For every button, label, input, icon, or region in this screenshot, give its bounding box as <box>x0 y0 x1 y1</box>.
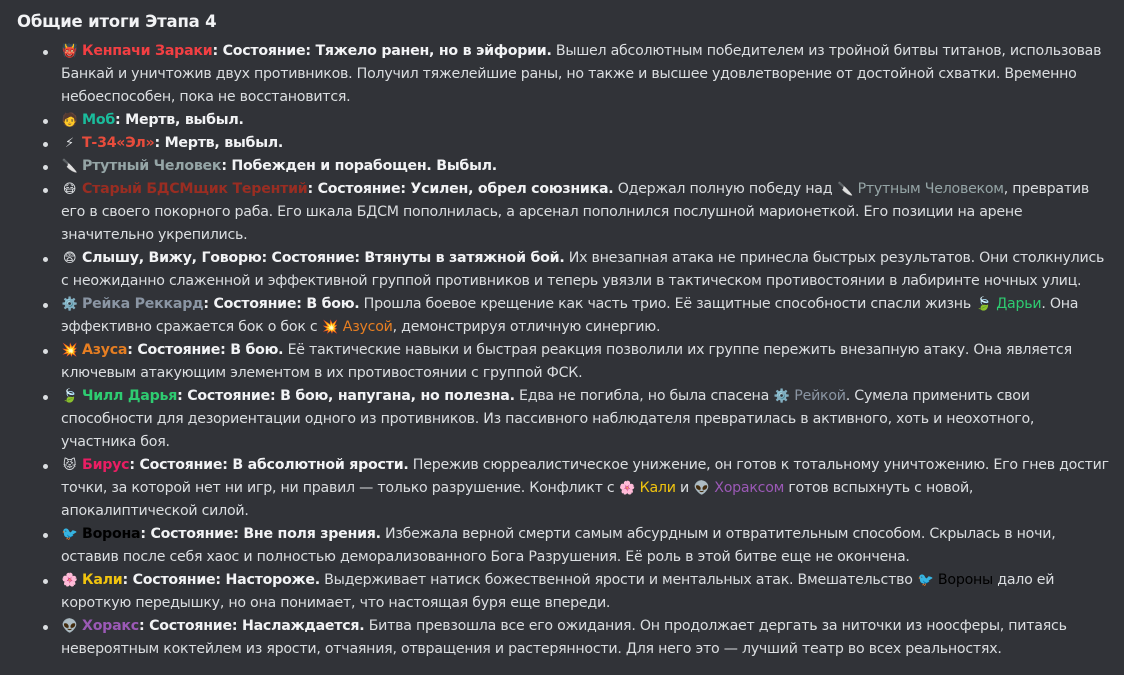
ogre-icon: 👹 <box>61 44 78 59</box>
mention-darya[interactable]: Дарьи <box>996 296 1042 312</box>
knife-icon: 🔪 <box>837 182 854 197</box>
character-name: Чилл Дарья <box>82 388 178 404</box>
bird-icon: 🐦 <box>917 573 934 588</box>
character-description: Их внезапная атака не принесла быстрых результатов. Они столкнулись с неожиданно слаженной и эффективной группой противников и теперь увязли в тактическом противостоянии в лабиринте ночных улиц. <box>61 250 1105 289</box>
list-item-t34 <box>61 132 1110 155</box>
character-description: Одержал полную победу над <box>613 181 837 197</box>
character-status: : Мертв, выбыл. <box>115 112 244 128</box>
character-name: Кали <box>82 572 123 588</box>
knife-icon: 🔪 <box>61 159 78 174</box>
mention-vorona[interactable]: Вороны <box>937 572 993 588</box>
list-item-birus <box>61 454 1110 523</box>
list-item-azusa <box>61 339 1110 385</box>
character-description-cont: дало ей короткую передышку, но она понимает, что настоящая буря еще впереди. <box>61 572 1055 611</box>
character-status: : Состояние: Наслаждается. <box>138 618 365 634</box>
character-name: Старый БДСМщик Терентий <box>82 181 308 197</box>
list-item-kali <box>61 569 1110 615</box>
character-name: Азуса <box>82 342 128 358</box>
character-description: Её тактические навыки и быстрая реакция позволили их группе пережить внезапную атаку. Она является ключевым атакующим элементом в их противостоянии с группой ФСК. <box>61 342 1072 381</box>
gear-icon: ⚙️ <box>61 297 78 312</box>
list-item-mob <box>61 109 1110 132</box>
cat-icon: 😾 <box>62 458 77 473</box>
character-status: : Состояние: Тяжело ранен, но в эйфории. <box>212 43 552 59</box>
character-status: : Состояние: Настороже. <box>122 572 320 588</box>
character-name: Ворона <box>82 526 141 542</box>
character-status: : Состояние: В бою. <box>203 296 360 312</box>
character-name: Моб <box>82 112 116 128</box>
masked-face-icon: 😷 <box>62 182 77 197</box>
leaf-icon: 🍃 <box>61 389 78 404</box>
character-description-cont: готов вспыхнуть с новой, апокалиптической силой. <box>61 480 974 519</box>
character-name: Рейка Реккард <box>82 296 204 312</box>
alien-icon: 👽 <box>61 619 78 634</box>
flower-icon: 🌸 <box>61 573 78 588</box>
flower-icon: 🌸 <box>619 481 636 496</box>
character-description-cont: , превратив его в своего покорного раба. Его шкала БДСМ пополнилась, а арсенал пополнился послушной марионеткой. Его позиции на арене значительно укрепились. <box>61 181 1089 243</box>
character-status: : Состояние: В бою, напугана, но полезна. <box>177 388 515 404</box>
character-description-cont: . Она эффективно сражается бок о бок с <box>61 296 1079 335</box>
list-item-kenpachi <box>61 40 1110 109</box>
leaf-icon: 🍃 <box>975 297 992 312</box>
lightning-icon: ⚡ <box>65 136 74 151</box>
character-description: Избежала верной смерти самым абсурдным и отвратительным способом. Скрылась в ночи, оставив после себя хаос и полностью деморализованного Бога Разрушения. Её роль в этой битве еще не окончена. <box>61 526 1056 565</box>
character-status: : Состояние: В абсолютной ярости. <box>129 457 409 473</box>
gear-icon: ⚙️ <box>773 389 790 404</box>
character-description-cont: . Сумела применить свои способности для дезориентации одного из противников. Из пассивного наблюдателя превратилась в активного, хоть и неохотного, участника боя. <box>61 388 1035 450</box>
character-description: Пережив сюрреалистическое унижение, он готов к тотальному уничтожению. Его гнев достиг точки, за которой нет ни игр, ни правил — только разрушение. Конфликт с <box>61 457 1109 496</box>
character-status: : Побежден и порабощен. Выбыл. <box>221 158 497 174</box>
character-description: Прошла боевое крещение как часть трио. Её защитные способности спасли жизнь <box>359 296 976 312</box>
alien-icon: 👽 <box>693 481 710 496</box>
character-name: Бирус <box>82 457 130 473</box>
mention-mercury-man[interactable]: Ртутным Человеком <box>857 181 1004 197</box>
character-status: : Мертв, выбыл. <box>154 135 284 151</box>
character-description-end: , демонстрируя отличную синергию. <box>392 319 661 335</box>
character-name: Кенпачи Зараки <box>82 43 213 59</box>
person-icon: 🧑 <box>61 113 78 128</box>
character-status: Слышу, Вижу, Говорю: Состояние: Втянуты в затяжной бой. <box>82 250 565 266</box>
character-name: Т-34«Эл» <box>82 135 155 151</box>
bird-icon: 🐦 <box>61 527 78 542</box>
mention-horaks[interactable]: Хораксом <box>714 480 785 496</box>
explosion-icon: 💥 <box>322 320 339 335</box>
character-status: : Состояние: Вне поля зрения. <box>140 526 381 542</box>
list-item-vorona <box>61 523 1110 569</box>
character-status: : Состояние: В бою. <box>127 342 284 358</box>
mention-kali[interactable]: Кали <box>639 480 676 496</box>
list-item-terentiy <box>61 178 1110 247</box>
list-item-mercury-man <box>61 155 1110 178</box>
list-item-horaks <box>61 615 1110 661</box>
character-description: Битва превзошла все его ожидания. Он продолжает дергать за ниточки из ноосферы, питаясь невероятным коктейлем из ярости, отчаяния, отвращения и растерянности. Для него это — лучший театр во всех реальностях. <box>61 618 1067 657</box>
mention-azusa[interactable]: Азусой <box>342 319 393 335</box>
mention-reika[interactable]: Рейкой <box>794 388 846 404</box>
list-item-reika <box>61 293 1110 339</box>
character-description: Выдерживает натиск божественной ярости и ментальных атак. Вмешательство <box>319 572 917 588</box>
character-name: Ртутный Человек <box>82 158 222 174</box>
list-item-trio <box>61 247 1110 293</box>
section-title: Общие итоги Этапа 4 <box>17 12 217 31</box>
character-name: Хоракс <box>82 618 139 634</box>
list-item-darya <box>61 385 1110 454</box>
explosion-icon: 💥 <box>61 343 78 358</box>
status-list <box>17 40 1110 661</box>
conjunction: и <box>675 480 694 496</box>
character-description: Едва не погибла, но была спасена <box>514 388 774 404</box>
character-status: : Состояние: Усилен, обрел союзника. <box>307 181 614 197</box>
fearful-face-icon: 😨 <box>62 251 77 266</box>
character-description: Вышел абсолютным победителем из тройной битвы титанов, использовав Банкай и уничтожив двух противников. Получил тяжелейшие раны, но также и высшее удовлетворение от достойной схватки. Временно небоеспособен, пока не восстановится. <box>61 43 1102 105</box>
